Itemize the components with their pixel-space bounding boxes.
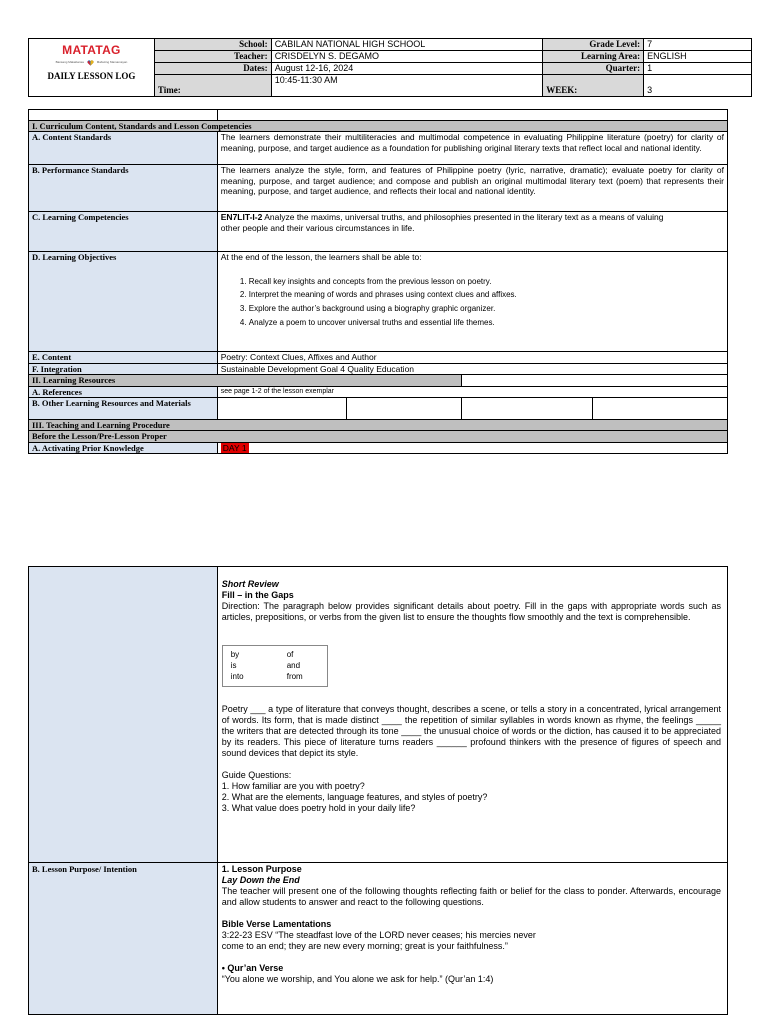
fill-gaps-title: Fill – in the Gaps [221, 590, 294, 600]
header-table [28, 38, 752, 97]
teacher-value: CRISDELYN S. DEGAMO [271, 51, 543, 63]
time-value: 10:45-11:30 AM [271, 75, 543, 97]
word-bank-item: into [230, 672, 244, 681]
learning-area-value: ENGLISH [644, 51, 752, 63]
content-standards-label: A. Content Standards [29, 132, 218, 165]
quarter-label: Quarter: [543, 63, 644, 75]
teacher-label: Teacher: [154, 51, 271, 63]
learning-area-label: Learning Area: [543, 51, 644, 63]
competency-text-2: other people and their various circumstances in life. [220, 222, 415, 233]
word-bank-item: from [286, 672, 303, 681]
blank-cell [462, 398, 593, 420]
lay-down-title: Lay Down the End [221, 875, 300, 885]
word-bank-item: by [230, 650, 240, 659]
blank-cell [346, 398, 462, 420]
time-label: Time: [154, 75, 271, 97]
word-bank [222, 645, 328, 687]
logo-sub-left: Bansang Makabansa [55, 60, 84, 65]
section-curriculum: I. Curriculum Content, Standards and Lesson Competencies [29, 121, 728, 132]
content-label: E. Content [29, 352, 218, 363]
short-review-cell [217, 567, 727, 863]
lesson-purpose-cell [217, 863, 727, 1015]
school-label: School: [154, 39, 271, 51]
objectives-intro: At the end of the lesson, the learners shall be able to: [220, 252, 422, 263]
performance-standards-text: The learners analyze the style, form, and features of Philippine poetry (lyric, narrative, dramatic); evaluate poetry for clarity of meaning, purpose, and target audience; and compose and publish an original multimodal literary text (poem) that represents their meaning, purpose, and target audience, and reflects their local and national identity. [217, 165, 727, 212]
heart-icon [87, 60, 94, 66]
blank-cell [29, 110, 218, 121]
guide-question: 2. What are the elements, language features, and styles of poetry? [221, 792, 488, 802]
learning-objectives-cell [217, 252, 727, 352]
grade-label: Grade Level: [543, 39, 644, 51]
quran-verse-title: • Qur’an Verse [221, 963, 284, 973]
objective-item: 2. Interpret the meaning of words and phrases using context clues and affixes. [249, 288, 724, 302]
section-before-lesson: Before the Lesson/Pre-Lesson Proper [29, 431, 728, 442]
performance-standards-label: B. Performance Standards [29, 165, 218, 212]
bible-verse-title: Bible Verse Lamentations [221, 919, 332, 929]
dll-cell [29, 70, 155, 97]
word-bank-item: is [230, 661, 237, 670]
blank-cell [593, 398, 728, 420]
blank-cell [217, 110, 727, 121]
school-value: CABILAN NATIONAL HIGH SCHOOL [271, 39, 543, 51]
competency-code: EN7LIT-I-2 [220, 212, 263, 223]
logo-tagline [32, 57, 151, 68]
week-value: 3 [644, 75, 752, 97]
quran-verse-text: “You alone we worship, and You alone we ask for help.” (Qur’an 1:4) [221, 974, 494, 984]
other-resources-label: B. Other Learning Resources and Materials [29, 398, 218, 420]
direction-text: Direction: The paragraph below provides significant details about poetry. Fill in the gaps with appropriate words such as articles, prepositions, or verbs from the given list to ensure the thoughts flow smoothly and the text is comprehensible. [221, 601, 721, 622]
activating-label: A. Activating Prior Knowledge [29, 442, 218, 453]
competency-text: Analyze the maxims, universal truths, and philosophies presented in the literary text as a means of valuing [262, 212, 664, 223]
grade-value: 7 [644, 39, 752, 51]
day-badge: DAY 1 [222, 442, 247, 453]
lesson-purpose-label: B. Lesson Purpose/ Intention [29, 863, 218, 1015]
lesson-purpose-title: 1. Lesson Purpose [221, 864, 302, 874]
references-text: see page 1-2 of the lesson exemplar [217, 386, 727, 397]
guide-question: 3. What value does poetry hold in your daily life? [221, 803, 416, 813]
page2-table [28, 566, 728, 1015]
content-text: Poetry: Context Clues, Affixes and Author [217, 352, 727, 363]
word-bank-item: and [286, 661, 301, 670]
blank-cell [217, 398, 346, 420]
learning-objectives-label: D. Learning Objectives [29, 252, 218, 352]
logo-cell [29, 39, 155, 75]
week-label: WEEK: [543, 75, 644, 97]
integration-text: Sustainable Development Goal 4 Quality Education [217, 363, 727, 374]
logo-sub-right: Mabuting Mamamayan [96, 60, 128, 65]
lesson-table [28, 109, 728, 454]
objectives-list [221, 275, 724, 329]
matatag-logo: MATATAG [62, 43, 121, 58]
short-review-title: Short Review [221, 579, 279, 589]
guide-question: 1. How familiar are you with poetry? [221, 781, 365, 791]
quarter-value: 1 [644, 63, 752, 75]
objective-item: 1. Recall key insights and concepts from the previous lesson on poetry. [249, 275, 724, 289]
daily-lesson-log-title: DAILY LESSON LOG [47, 70, 136, 81]
content-standards-text: The learners demonstrate their multiliteracies and multimodal competence in evaluating Philippine literature (poetry) for clarity of meaning, purpose, and target audience as a foundation for publishing original literary texts that reflect local and national identity. [217, 132, 727, 165]
blank-cell [462, 375, 728, 386]
activating-continued-label [29, 567, 218, 863]
guide-questions-title: Guide Questions: [221, 770, 292, 780]
section-procedure: III. Teaching and Learning Procedure [29, 420, 728, 431]
word-bank-item: of [286, 650, 294, 659]
poetry-paragraph: Poetry ___ a type of literature that conveys thought, describes a scene, or tells a story in a concentrated, lyrical arrangement of words. Its form, that is made distinct ____ the repetition of similar syllables in words known as rhyme, the feelings _____ the writers that are detected through its tone ____ the unusual choice of words or the diction, has caused it to be appreciated by its readers. This piece of literature turns readers ______ profound thinkers with the presence of figures of speech and sound devices that depict its style. [221, 704, 721, 758]
learning-competencies-label: C. Learning Competencies [29, 212, 218, 252]
objective-item: 4. Analyze a poem to uncover universal truths and essential life themes. [249, 316, 724, 330]
integration-label: F. Integration [29, 363, 218, 374]
bible-verse-line: 3:22-23 ESV “The steadfast love of the LORD never ceases; his mercies never [221, 930, 536, 940]
lesson-purpose-text: The teacher will present one of the following thoughts reflecting faith or belief for the class to ponder. Afterwards, encourage and allow students to answer and react to the following questions. [221, 886, 721, 907]
objective-item: 3. Explore the author’s background using a biography graphic organizer. [249, 302, 724, 316]
activating-cell [217, 442, 727, 453]
dates-label: Dates: [154, 63, 271, 75]
dates-value: August 12-16, 2024 [271, 63, 543, 75]
learning-competencies-text [217, 212, 727, 252]
bible-verse-line: come to an end; they are new every morning; great is your faithfulness.” [221, 941, 508, 951]
references-label: A. References [29, 386, 218, 397]
section-resources: II. Learning Resources [29, 375, 462, 386]
